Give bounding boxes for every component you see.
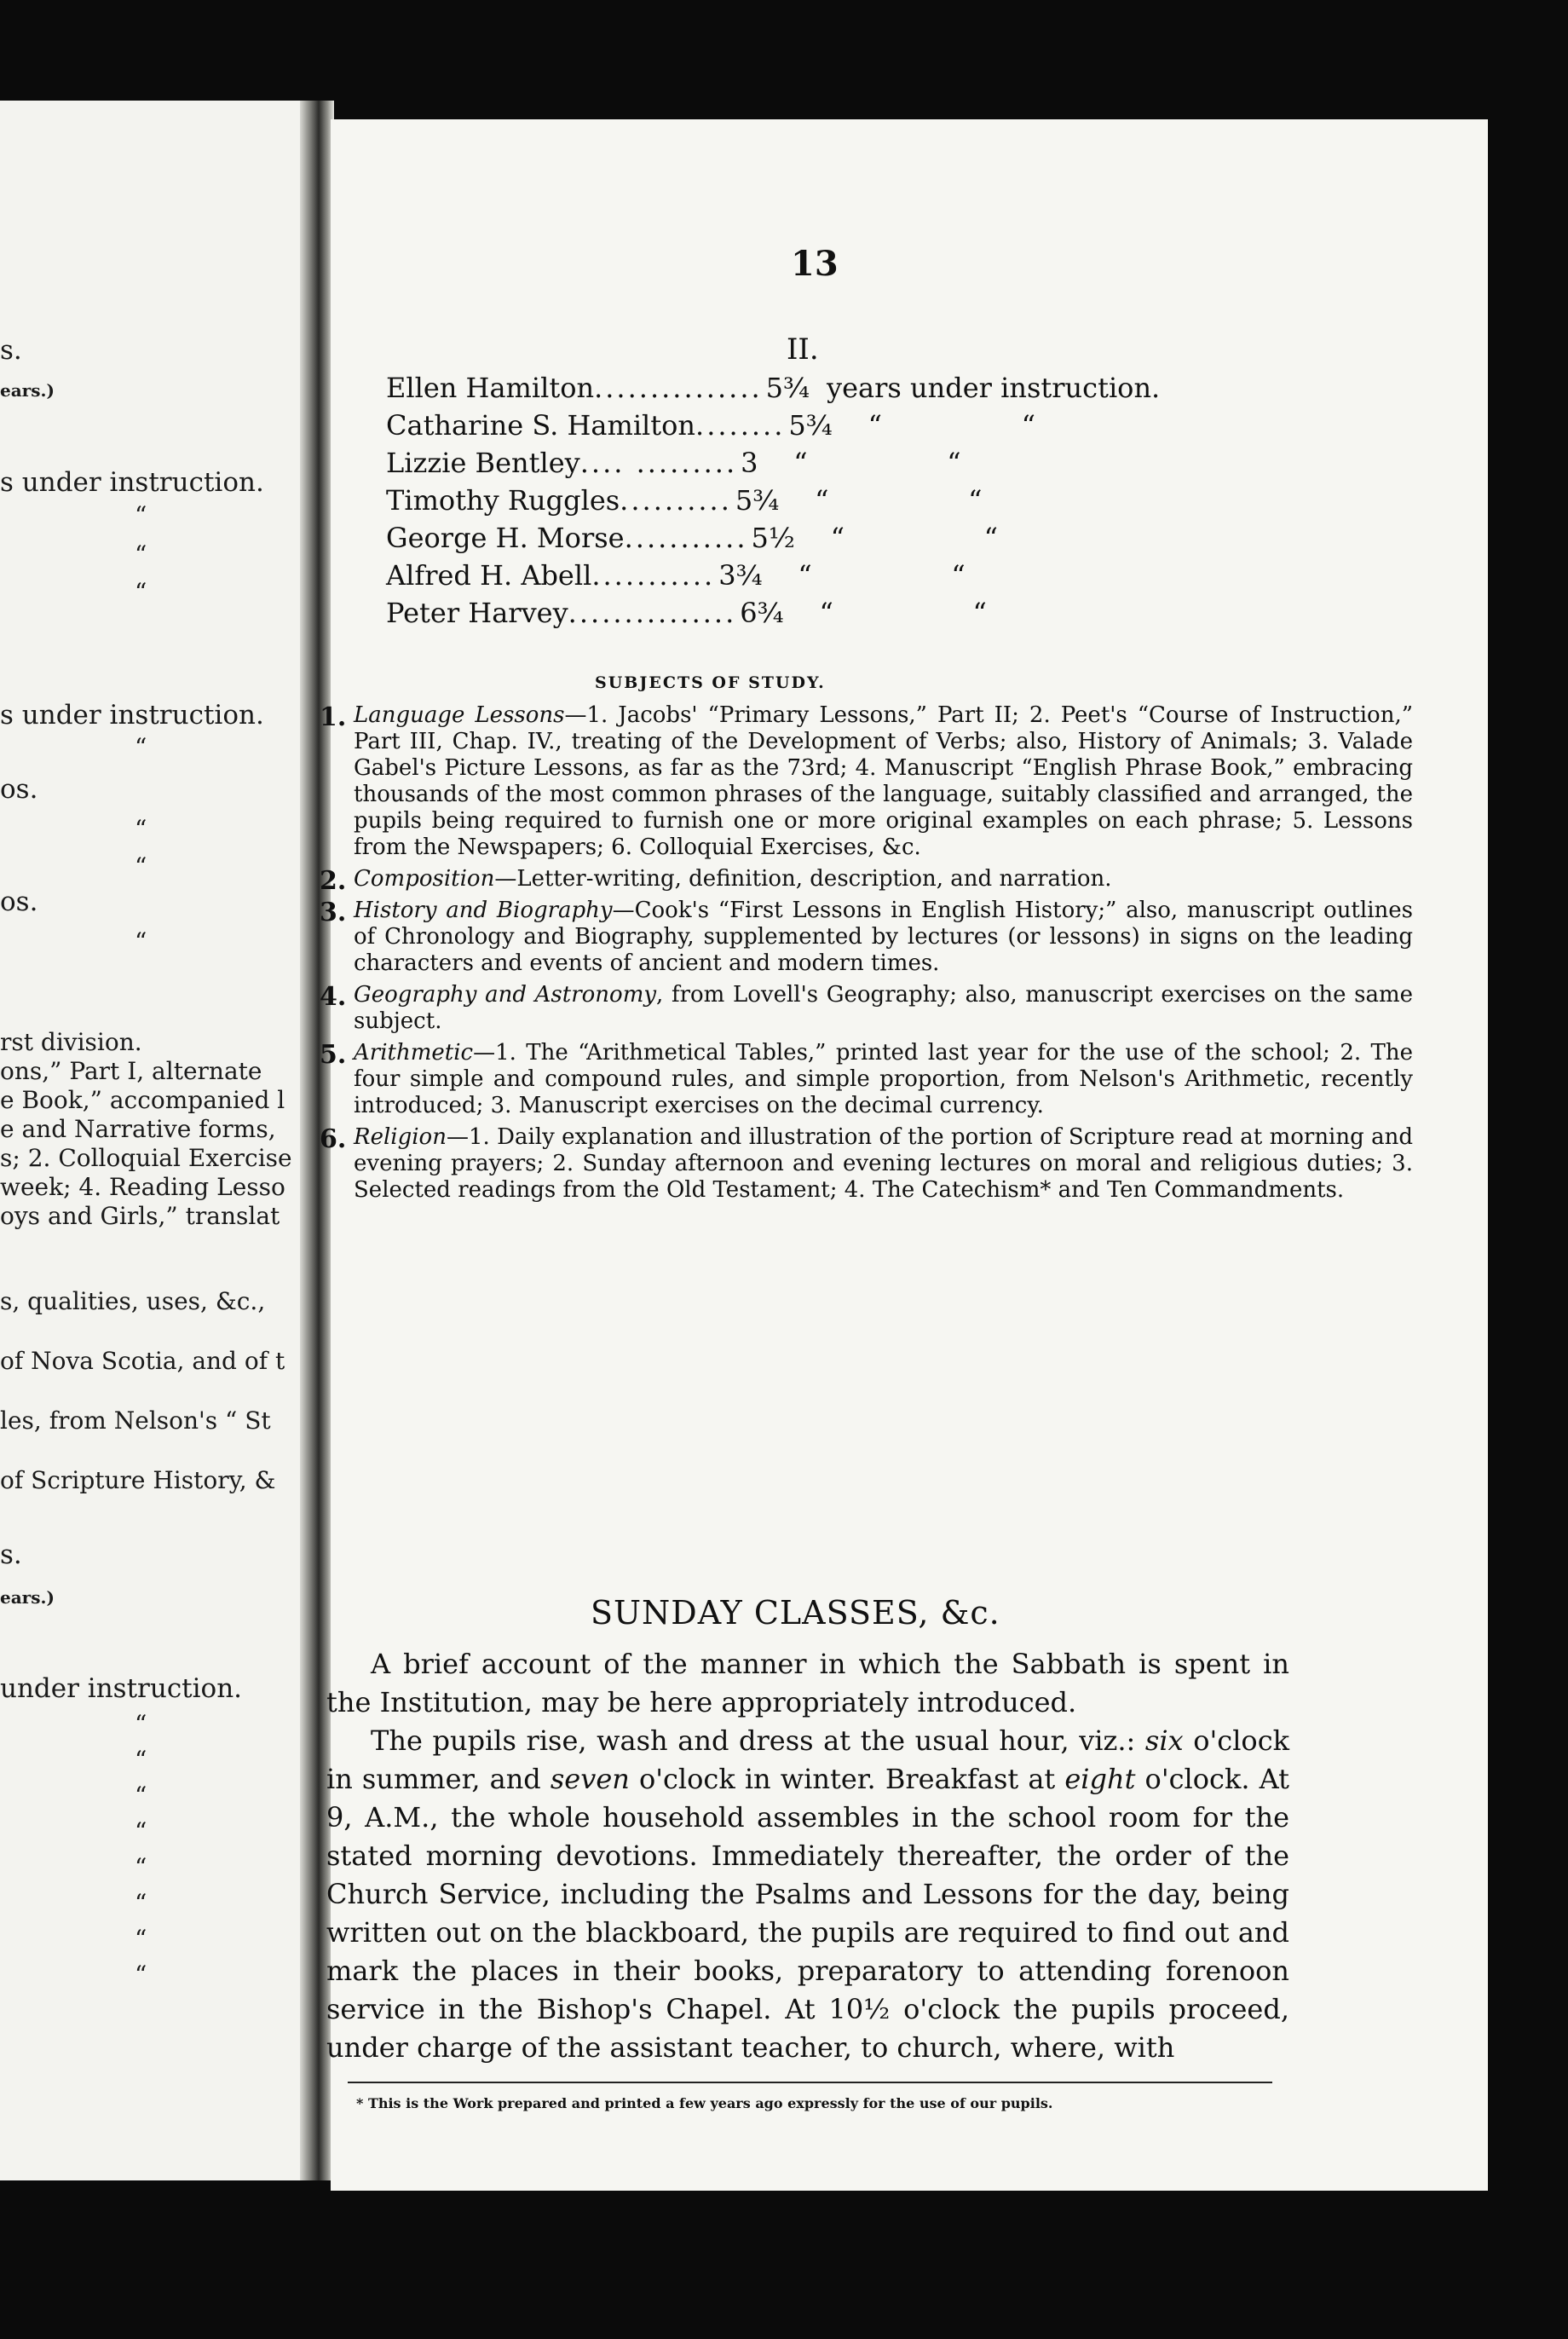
subjects-heading: SUBJECTS OF STUDY. [595, 673, 826, 692]
left-line: s under instruction. [0, 700, 264, 731]
left-line: s; 2. Colloquial Exercise [0, 1144, 292, 1172]
pupil-row [386, 559, 1281, 597]
pupil-years: 6¾ [740, 597, 784, 629]
left-line: e Book,” accompanied l [0, 1086, 285, 1114]
left-line: s. [0, 335, 22, 366]
left-line: “ [135, 540, 147, 569]
subject-title: Arithmetic [354, 1040, 474, 1066]
ditto-mark: “ [868, 409, 882, 442]
subject-text: —1. Jacobs' “Primary Lessons,” Part II; 2. Peet's “Course of Instruction,” Part III, Chap. IV., treating of the Development of Verbs; also, History of Animals; 3. Valade Gabel's Picture Lessons, as far as the 73rd; 4. Manuscript “English Phrase Book,” embracing thousands of the most common phrases of the language, suitably classified and arranged, the pupils being required to furnish one or more original examples on each phrase; 5. Lessons from the Newspapers; 6. Colloquial Exercises, &c. [354, 702, 1413, 860]
left-line: “ [135, 1853, 147, 1881]
subject-item [320, 898, 1413, 977]
subject-number: 5. [320, 1040, 347, 1070]
pupil-name: Peter Harvey [386, 597, 568, 629]
left-line: s. [0, 1539, 22, 1570]
pupil-row [386, 597, 1281, 634]
subjects-list [320, 702, 1413, 1204]
leader-dots: ........... [591, 559, 716, 592]
sunday-classes-text [326, 1645, 1289, 2067]
left-line: “ [135, 927, 147, 956]
ditto-mark: “ [983, 522, 999, 554]
left-line: oys and Girls,” translat [0, 1202, 280, 1230]
ditto-mark: “ [815, 484, 829, 517]
left-line: “ [135, 1710, 147, 1738]
leader-dots: .... ......... [579, 447, 738, 479]
left-line: “ [135, 733, 147, 761]
left-line: “ [135, 815, 147, 843]
left-line: “ [135, 1782, 147, 1810]
leader-dots: .......... [620, 484, 732, 517]
subject-text: , from Lovell's Geography; also, manuscript exercises on the same subject. [354, 982, 1413, 1034]
subject-number: 1. [320, 702, 347, 732]
pupil-years: 3¾ [718, 559, 763, 592]
pupil-name: Catharine S. Hamilton [386, 409, 696, 442]
years-note: years under instruction. [827, 372, 1161, 404]
pupil-years: 3 [741, 447, 758, 479]
page-number: 13 [791, 244, 839, 284]
subject-item [320, 1124, 1413, 1204]
paragraph: The pupils rise, wash and dress at the usual hour, viz.: six o'clock in summer, and seven o'clock in winter. Breakfast at eight o'clock. At 9, A.M., the whole household assembles in the school room for the stated morning devotions. Immediately thereafter, the order of the Church Service, including the Psalms and Lessons for the day, being written out on the blackboard, the pupils are required to find out and mark the places in their books, preparatory to attending forenoon service in the Bishop's Chapel. At 10½ o'clock the pupils proceed, under charge of the assistant teacher, to church, where, with [326, 1724, 1290, 2064]
footnote-rule [348, 2082, 1272, 2083]
leader-dots: ............... [594, 372, 763, 404]
right-page [320, 119, 1488, 2191]
pupil-list [386, 372, 1281, 634]
left-line: week; 4. Reading Lesso [0, 1173, 285, 1201]
left-line: “ [135, 1817, 147, 1845]
pupil-name: Ellen Hamilton [386, 372, 595, 404]
left-line: of Nova Scotia, and of t [0, 1347, 285, 1375]
left-line: e and Narrative forms, [0, 1115, 276, 1143]
left-line: “ [135, 501, 147, 529]
ditto-mark: “ [798, 559, 812, 592]
subject-title: Religion [354, 1124, 447, 1150]
left-line: “ [135, 1889, 147, 1917]
pupil-row [386, 447, 1281, 484]
pupil-years: 5½ [751, 522, 795, 554]
ditto-mark: “ [819, 597, 833, 629]
leader-dots: ............... [568, 597, 737, 629]
footnote: * This is the Work prepared and printed a few years ago expressly for the use of our pupils. [356, 2095, 1053, 2111]
pupil-row [386, 409, 1281, 447]
left-line: os. [0, 887, 38, 917]
subject-item [320, 866, 1413, 896]
left-line: “ [135, 1961, 147, 1989]
pupil-name: George H. Morse [386, 522, 625, 554]
subject-title: Composition [354, 866, 495, 892]
subject-text: —Letter-writing, definition, description, and narration. [494, 866, 1112, 892]
pupil-years: 5¾ [765, 372, 810, 404]
subject-item [320, 982, 1413, 1035]
left-line: “ [135, 1925, 147, 1953]
pupil-name: Alfred H. Abell [386, 559, 592, 592]
pupil-name: Timothy Ruggles [386, 484, 620, 517]
left-line: s under instruction. [0, 467, 264, 498]
left-line: s, qualities, uses, &c., [0, 1287, 266, 1315]
ditto-mark: “ [972, 597, 987, 629]
left-line: of Scripture History, & [0, 1466, 276, 1494]
left-line: ons,” Part I, alternate [0, 1057, 262, 1085]
subject-number: 4. [320, 982, 347, 1012]
left-line: os. [0, 774, 38, 805]
leader-dots: ........... [624, 522, 748, 554]
left-line: les, from Nelson's “ St [0, 1406, 271, 1435]
ditto-mark: “ [1021, 409, 1035, 442]
left-facing-page [0, 101, 317, 2180]
subject-text: —1. Daily explanation and illustration of the portion of Scripture read at morning and evening prayers; 2. Sunday afternoon and evening lectures on moral and religious duties; 3. Selected readings from the Old Testament; 4. The Catechism* and Ten Commandments. [354, 1124, 1413, 1203]
subject-number: 6. [320, 1124, 347, 1154]
ditto-mark: “ [793, 447, 808, 479]
subject-number: 2. [320, 866, 347, 896]
class-heading: II. [787, 332, 819, 367]
subject-title: Language Lessons [354, 702, 565, 728]
left-line: under instruction. [0, 1673, 243, 1704]
ditto-mark: “ [947, 447, 961, 479]
ditto-mark: “ [951, 559, 966, 592]
subject-item [320, 702, 1413, 861]
left-line: rst division. [0, 1028, 142, 1056]
subject-number: 3. [320, 898, 347, 927]
pupil-years: 5¾ [735, 484, 780, 517]
ditto-mark: “ [830, 522, 845, 554]
subject-title: Geography and Astronomy [354, 982, 657, 1008]
subject-item [320, 1040, 1413, 1119]
leader-dots: ........ [695, 409, 786, 442]
pupil-row [386, 372, 1281, 409]
left-line: ears.) [0, 1587, 55, 1608]
subject-text: —1. The “Arithmetical Tables,” printed last year for the use of the school; 2. The four simple and compound rules, and simple proportion, from Nelson's Arithmetic, recently introduced; 3. Manuscript exercises on the decimal currency. [354, 1040, 1413, 1118]
section-title: SUNDAY CLASSES, &c. [591, 1594, 1000, 1632]
pupil-years: 5¾ [788, 409, 833, 442]
subject-title: History and Biography [354, 898, 613, 923]
left-line: “ [135, 578, 147, 606]
pupil-row [386, 484, 1281, 522]
left-line: ears.) [0, 380, 55, 401]
pupil-row [386, 522, 1281, 559]
left-line: “ [135, 852, 147, 881]
pupil-name: Lizzie Bentley [386, 447, 580, 479]
paragraph: A brief account of the manner in which the Sabbath is spent in the Institution, may be here appropriately introduced. [326, 1648, 1289, 1718]
subject-text: —Cook's “First Lessons in English History;” also, manuscript outlines of Chronology and Biography, supplemented by lectures (or lessons) in signs on the leading characters and events of ancient and modern times. [354, 898, 1413, 976]
left-line: “ [135, 1746, 147, 1774]
ditto-mark: “ [968, 484, 983, 517]
